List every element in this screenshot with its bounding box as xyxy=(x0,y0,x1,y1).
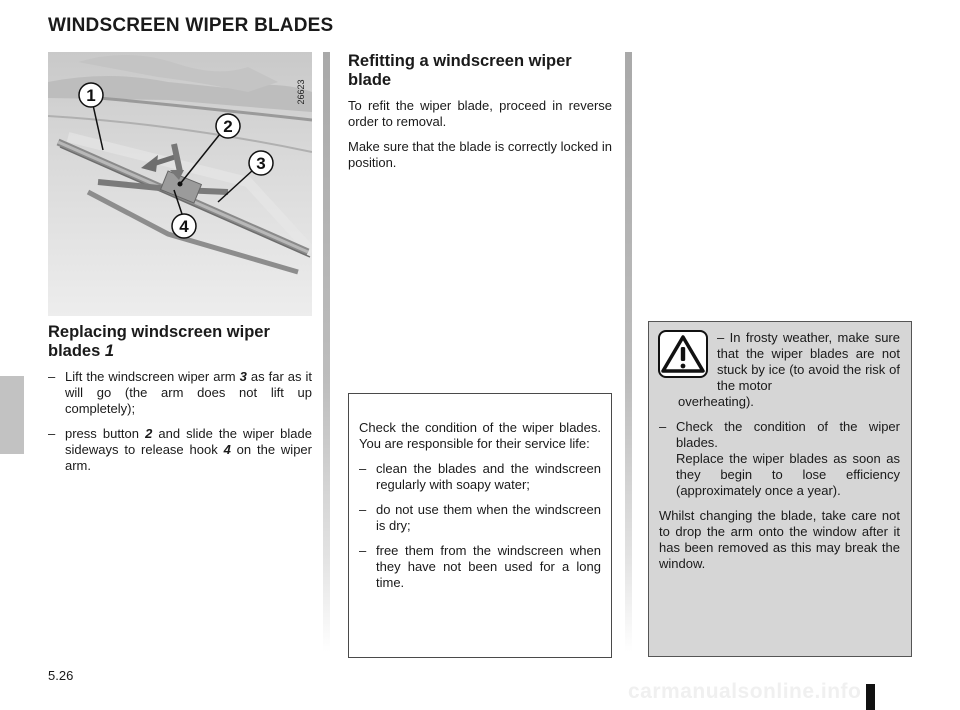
refitting-text xyxy=(348,98,612,180)
warning-box xyxy=(648,321,912,657)
page-title: WINDSCREEN WIPER BLADES xyxy=(48,15,334,36)
replacing-heading xyxy=(48,323,312,361)
watermark: carmanualsonline.info xyxy=(628,680,862,703)
refitting-heading: Refitting a windscreen wiper blade xyxy=(348,52,572,89)
column-divider xyxy=(625,52,632,652)
corner-mark xyxy=(866,684,875,710)
step-text: Lift the windscreen wiper arm xyxy=(65,369,240,384)
callout-1 xyxy=(79,83,103,107)
callout-4-label: 4 xyxy=(179,217,189,236)
step-ref: 2 xyxy=(145,426,153,441)
chapter-tab xyxy=(0,376,24,454)
warning-triangle-icon xyxy=(658,330,708,378)
callout-2-label: 2 xyxy=(223,117,233,136)
list-item xyxy=(48,369,312,417)
list-item: – do not use them when the windscreen is dry; xyxy=(359,502,601,534)
step-text: press button xyxy=(65,426,146,441)
step-text: as far as it will go (the arm does not lift up completely); xyxy=(65,369,313,416)
step-ref: 3 xyxy=(239,369,247,384)
replacing-heading-ref: 1 xyxy=(104,342,115,360)
list-item xyxy=(659,419,900,499)
step-ref: 4 xyxy=(223,442,231,457)
callout-3-label: 3 xyxy=(256,154,266,173)
warning-note: Whilst changing the blade, take care not to drop the arm onto the window after it has been removed as this may break the window. xyxy=(659,508,900,571)
list-item: – free them from the windscreen when they have not been used for a long time. xyxy=(359,543,601,591)
warning-item-text: Replace the wiper blades as soon as they begin to lose efficiency (approximately once a year). xyxy=(676,451,900,498)
list-item xyxy=(48,426,312,474)
callout-2 xyxy=(216,114,240,138)
callout-4 xyxy=(172,214,196,238)
paragraph: Make sure that the blade is correctly locked in position. xyxy=(348,139,612,170)
step-text: on the wiper arm. xyxy=(65,442,312,473)
column-divider xyxy=(323,52,330,652)
replacing-steps xyxy=(48,369,312,483)
warning-item-text: Check the condition of the wiper blades. xyxy=(676,419,900,450)
page-number: 5.26 xyxy=(48,668,74,683)
replacing-heading-text: Replacing windscreen wiper blades xyxy=(48,323,270,360)
care-info-box xyxy=(348,393,612,658)
figure-ref-number: 26623 xyxy=(296,79,306,105)
callout-3 xyxy=(249,151,273,175)
wiper-drawing xyxy=(48,52,312,316)
wiper-illustration xyxy=(48,52,312,316)
warning-first-item: – In frosty weather, make sure that the wiper blades are not stuck by ice (to avoid the risk of the motor xyxy=(717,330,900,393)
info-intro: Check the condition of the wiper blades. You are responsible for their service life: xyxy=(359,420,601,451)
list-item: – clean the blades and the windscreen regularly with soapy water; xyxy=(359,461,601,493)
step-text: and slide the wiper blade sideways to release hook xyxy=(65,426,312,457)
warning-first-item-cont: overheating). xyxy=(678,394,754,409)
callout-1-label: 1 xyxy=(86,86,96,105)
paragraph: To refit the wiper blade, proceed in reverse order to removal. xyxy=(348,98,612,129)
